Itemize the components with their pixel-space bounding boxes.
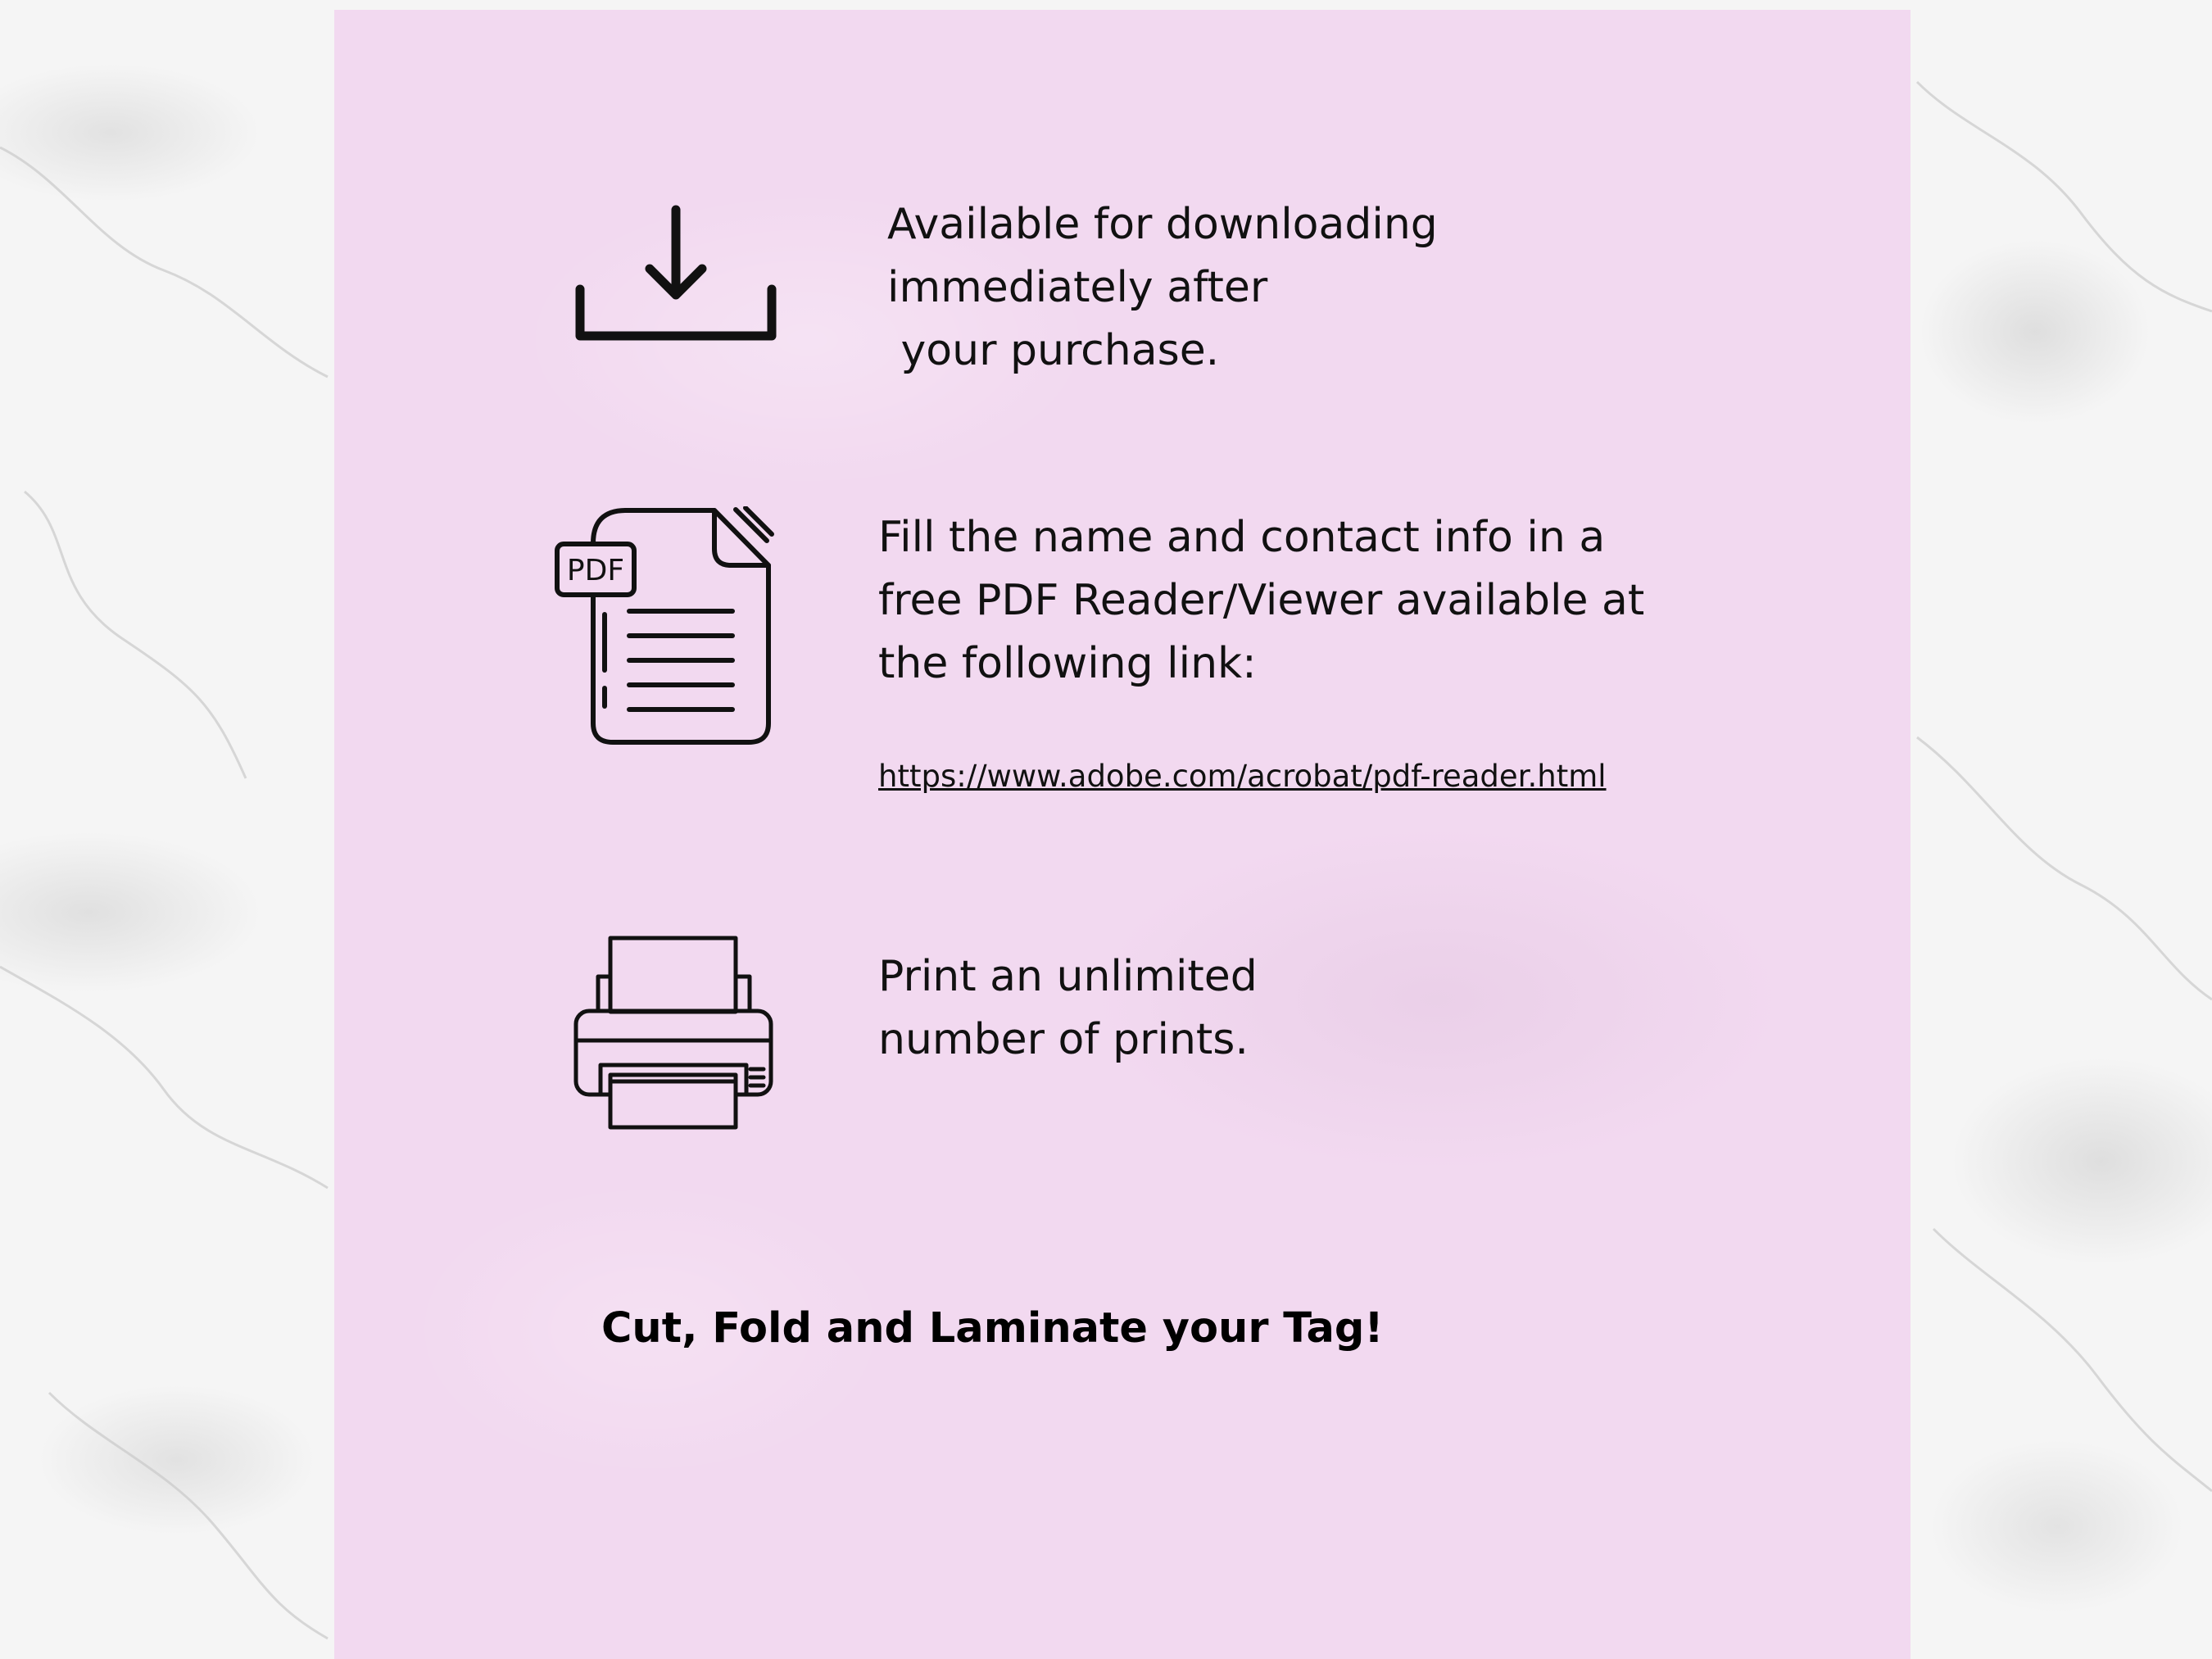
step-print-text — [878, 945, 1258, 1072]
step-download-line-3: your purchase. — [887, 326, 1220, 375]
step-print-line-1: Print an unlimited — [878, 952, 1258, 1001]
step-fill-line-2: free PDF Reader/Viewer available at — [878, 576, 1645, 625]
pdf-file-icon — [554, 506, 775, 746]
step-download-line-1: Available for downloading — [887, 200, 1438, 249]
step-print-line-2: number of prints. — [878, 1015, 1249, 1064]
download-icon — [573, 203, 778, 342]
step-fill-line-3: the following link: — [878, 639, 1257, 688]
pdf-reader-link[interactable]: https://www.adobe.com/acrobat/pdf-reader.html — [878, 759, 1607, 794]
step-download-text — [887, 193, 1438, 383]
step-fill-line-1: Fill the name and contact info in a — [878, 513, 1606, 562]
step-download-line-2: immediately after — [887, 263, 1268, 312]
step-fill-text — [878, 506, 1644, 696]
call-to-action: Cut, Fold and Laminate your Tag! — [601, 1304, 1384, 1353]
printer-icon — [573, 936, 774, 1131]
pdf-icon-label: PDF — [566, 554, 625, 587]
